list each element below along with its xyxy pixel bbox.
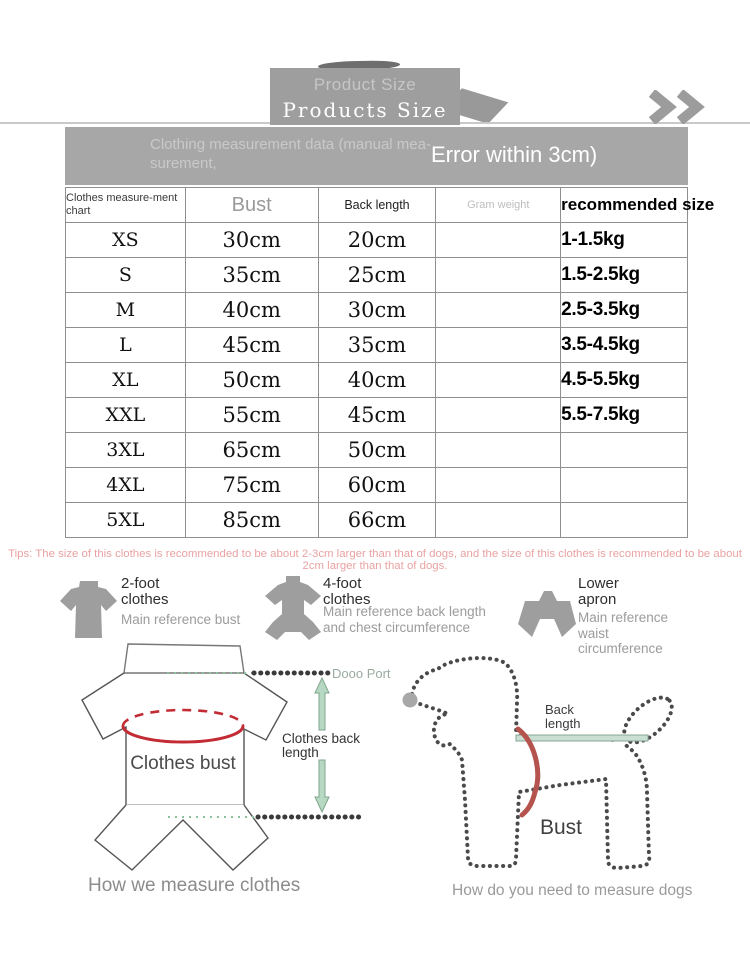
col-header-back-length: Back length xyxy=(318,188,436,223)
dog-back-length-label-line2: length xyxy=(545,716,581,731)
legend-desc: Main reference back length and chest circumference xyxy=(323,604,486,635)
legend-desc: Main reference bust xyxy=(121,612,241,628)
cell-gram xyxy=(436,433,561,468)
table-row xyxy=(66,293,688,328)
dog-bust-label: Bust xyxy=(540,816,583,839)
cell-size: XL xyxy=(66,363,186,398)
cell-recommended: 3.5-4.5kg xyxy=(561,328,688,363)
cell-back: 30cm xyxy=(318,293,436,328)
cell-bust: 65cm xyxy=(185,433,318,468)
table-header-row xyxy=(66,188,688,223)
cell-back: 20cm xyxy=(318,223,436,258)
clothes-diagram-caption: How we measure clothes xyxy=(88,875,301,896)
legend-title-line2: apron xyxy=(578,591,617,609)
legend-title-line1: 4-foot xyxy=(323,575,362,592)
cell-bust: 50cm xyxy=(185,363,318,398)
dog-measure-diagram xyxy=(402,652,747,887)
cell-bust: 30cm xyxy=(185,223,318,258)
legend-desc: Main reference waist circumference xyxy=(578,610,669,657)
table-row xyxy=(66,363,688,398)
dog-diagram-caption: How do you need to measure dogs xyxy=(452,882,693,899)
cell-gram xyxy=(436,398,561,433)
page-title: Products Size xyxy=(282,98,448,122)
legend-four-foot xyxy=(323,576,498,635)
cell-recommended: 2.5-3.5kg xyxy=(561,293,688,328)
clothes-back-length-label-line2: length xyxy=(282,745,319,760)
table-row xyxy=(66,258,688,293)
clothes-bust-label: Clothes bust xyxy=(130,753,236,774)
table-row xyxy=(66,223,688,258)
cell-size: XXL xyxy=(66,398,186,433)
cell-recommended xyxy=(561,433,688,468)
legend-title-line1: 2-foot xyxy=(121,575,160,592)
cell-recommended: 5.5-7.5kg xyxy=(561,398,688,433)
cell-bust: 40cm xyxy=(185,293,318,328)
four-foot-clothes-icon xyxy=(263,576,323,646)
legend-lower-apron xyxy=(578,576,693,657)
table-row xyxy=(66,398,688,433)
dooo-port-label: Dooo Port xyxy=(332,666,391,681)
legend-title-line2: clothes xyxy=(121,591,169,609)
double-chevron-icon xyxy=(648,90,714,129)
col-header-recommended-size: recommended size xyxy=(561,188,688,223)
cell-back: 45cm xyxy=(318,398,436,433)
cell-size: 3XL xyxy=(66,433,186,468)
cell-size: M xyxy=(66,293,186,328)
cell-bust: 55cm xyxy=(185,398,318,433)
cell-bust: 35cm xyxy=(185,258,318,293)
cell-bust: 75cm xyxy=(185,468,318,503)
cell-gram xyxy=(436,503,561,538)
two-foot-clothes-icon xyxy=(60,580,118,645)
clothes-back-length-label-line1: Clothes back xyxy=(282,731,361,746)
table-row xyxy=(66,328,688,363)
cell-recommended xyxy=(561,468,688,503)
cell-gram xyxy=(436,363,561,398)
dog-nose xyxy=(403,693,418,708)
cell-size: 4XL xyxy=(66,468,186,503)
cell-recommended: 4.5-5.5kg xyxy=(561,363,688,398)
cell-recommended: 1-1.5kg xyxy=(561,223,688,258)
cell-gram xyxy=(436,258,561,293)
table-title-right: Error within 3cm) xyxy=(431,142,598,167)
cell-gram xyxy=(436,293,561,328)
tips-text: Tips: The size of this clothes is recommended to be about 2-3cm larger than that of dogs, and the size of this clothes is recommended to be about 2cm larger than that of dogs. xyxy=(8,548,742,572)
cell-gram xyxy=(436,468,561,503)
cell-back: 60cm xyxy=(318,468,436,503)
cell-gram xyxy=(436,223,561,258)
lower-apron-icon xyxy=(518,586,576,643)
clothes-measure-diagram xyxy=(60,640,400,885)
table-row xyxy=(66,468,688,503)
cell-size: 5XL xyxy=(66,503,186,538)
col-header-gram-weight: Gram weight xyxy=(436,188,561,223)
cell-back: 50cm xyxy=(318,433,436,468)
cell-back: 66cm xyxy=(318,503,436,538)
banner-eyebrow: Product Size xyxy=(313,75,417,94)
cell-recommended xyxy=(561,503,688,538)
table-title-band xyxy=(65,127,688,185)
cell-size: L xyxy=(66,328,186,363)
cell-bust: 85cm xyxy=(185,503,318,538)
cell-back: 40cm xyxy=(318,363,436,398)
table-row xyxy=(66,433,688,468)
cell-size: XS xyxy=(66,223,186,258)
col-header-size: Clothes measure-ment chart xyxy=(66,188,186,223)
cell-bust: 45cm xyxy=(185,328,318,363)
cell-recommended: 1.5-2.5kg xyxy=(561,258,688,293)
cell-back: 25cm xyxy=(318,258,436,293)
legend-two-foot xyxy=(121,575,241,628)
cell-back: 35cm xyxy=(318,328,436,363)
table-row xyxy=(66,503,688,538)
size-table xyxy=(65,187,715,538)
cell-gram xyxy=(436,328,561,363)
cell-size: S xyxy=(66,258,186,293)
table-title-left: Clothing measurement data (manual mea-surement, xyxy=(150,136,431,172)
product-size-banner xyxy=(270,68,460,125)
legend-title-line1: Lower xyxy=(578,575,619,592)
legend-title-line2: clothes xyxy=(323,591,371,609)
col-header-bust: Bust xyxy=(185,188,318,223)
dog-back-length-label-line1: Back xyxy=(545,702,574,717)
